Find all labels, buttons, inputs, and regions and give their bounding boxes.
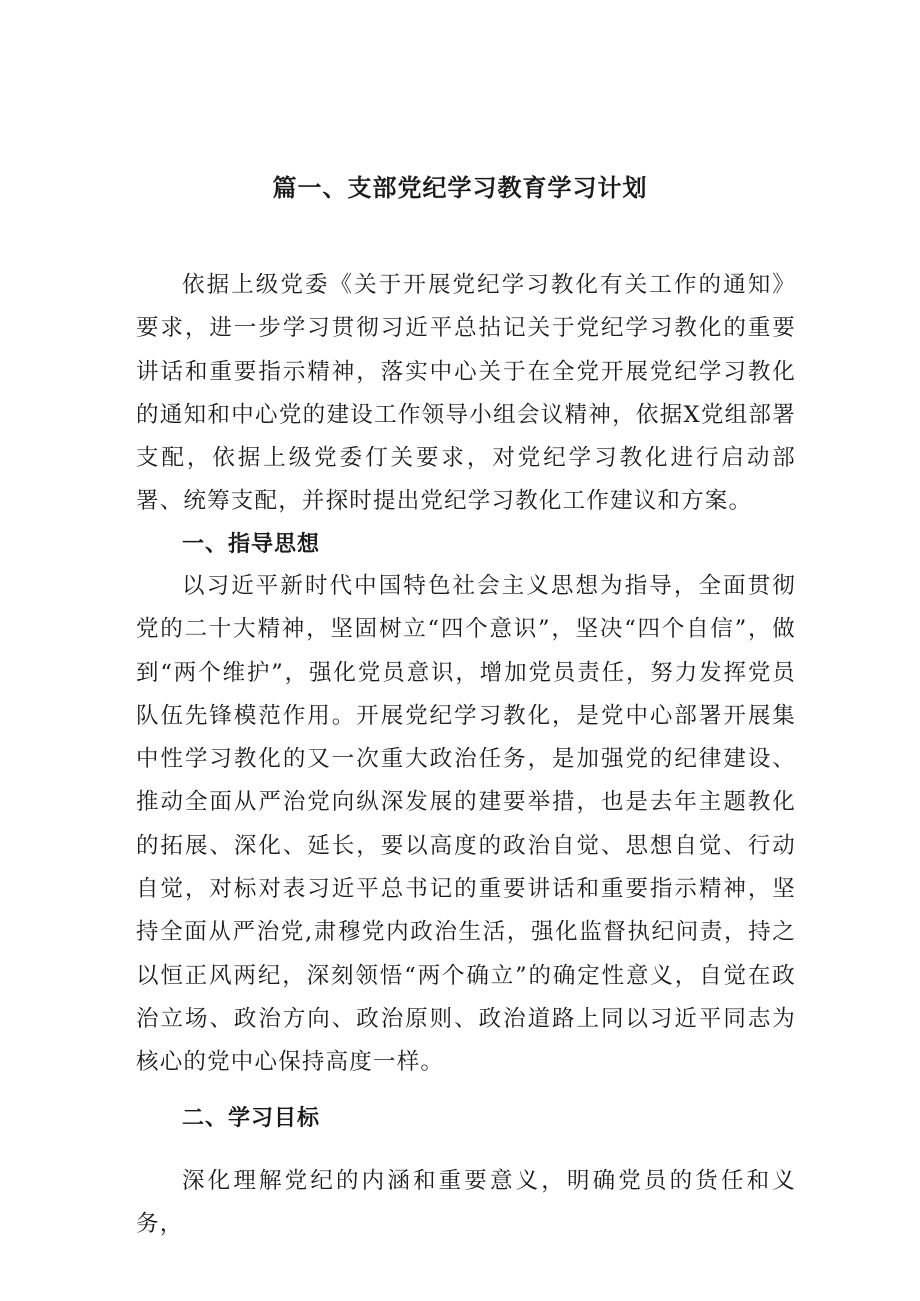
study-goals-paragraph: 深化理解党纪的内涵和重要意义，明确党员的货任和义务， xyxy=(136,1168,796,1238)
section-heading-guiding-ideology: 一、指导思想 xyxy=(182,532,321,557)
guiding-ideology-paragraph: 以习近平新时代中国特色社会主义思想为指导，全面贯彻党的二十大精神，坚固树立“四个意识”，坚决“四个自信”，做到“两个维护”，强化党员意识，增加党员责任，努力发挥党员队伍先锋模范作用。开展党纪学习教化，是党中心部署开展集中性学习教化的又一次重大政治任务，是加强党的纪律建设、推动全面从严治党向纵深发展的建要举措，也是去年主题教化的拓展、深化、延长，要以高度的政治自觉、思想自觉、行动自觉，对标对表习近平总书记的重要讲话和重要指示精神，坚持全面从严治党,肃穆党内政治生活，强化监督执纪问责，持之以恒正风两纪，深刻领悟“两个确立”的确定性意义，自觉在政治立场、政治方向、政治原则、政治道路上同以习近平同志为核心的党中心保持高度一样。 xyxy=(136,573,796,1076)
document-title: 篇一、支部党纪学习教育学习计划 xyxy=(272,174,648,202)
section-heading-study-goals: 二、学习目标 xyxy=(182,1106,321,1131)
intro-paragraph: 依据上级党委《关于开展党纪学习教化有关工作的通知》要求，进一步学习贯彻习近平总拈记关于党纪学习教化的重要讲话和重要指示精神，落实中心关于在全党开展党纪学习教化的通知和中心党的建设工作领导小组会议精神，依据X党组部署支配，依据上级党委仃关要求，对党纪学习教化进行启动部署、统筹支配，并探时提出党纪学习教化工作建议和方案。 xyxy=(136,272,796,515)
